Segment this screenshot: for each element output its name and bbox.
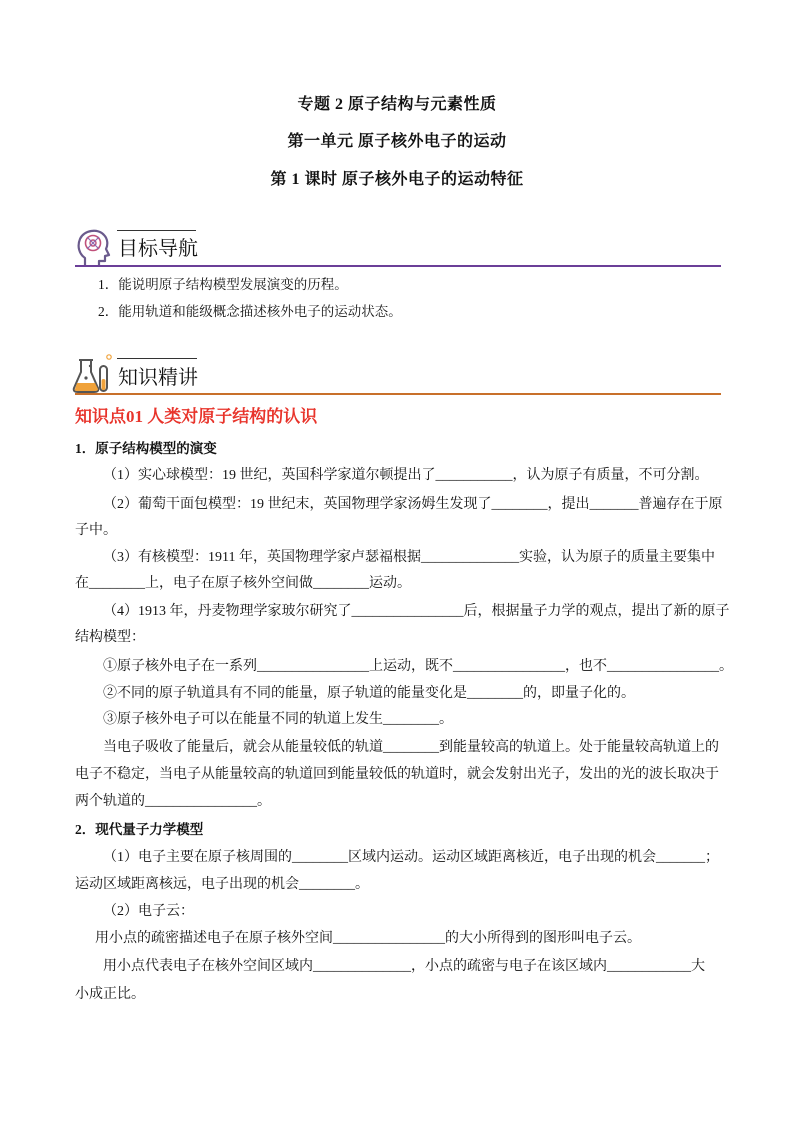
text-line: 当电子吸收了能量后，就会从能量较低的轨道________到能量较高的轨道上。处于能量较高轨道上的 bbox=[103, 740, 719, 755]
text-line: （1）电子主要在原子核周围的________区域内运动。运动区域距离核近，电子出现的机会_______； bbox=[103, 850, 719, 865]
text-line: 用小点代表电子在核外空间区域内______________，小点的疏密与电子在该区域内____________大 bbox=[103, 959, 705, 974]
header-accent-rule bbox=[117, 358, 197, 359]
text-line: 电子不稳定，当电子从能量较高的轨道回到能量较低的轨道时，就会发射出光子，发出的光的波长取决于 bbox=[75, 767, 719, 782]
flask-icon bbox=[72, 352, 114, 399]
text-line: 小成正比。 bbox=[75, 987, 145, 1002]
text-line: 两个轨道的________________。 bbox=[75, 794, 271, 809]
goal-item: 2．能用轨道和能级概念描述核外电子的运动状态。 bbox=[98, 304, 402, 319]
text-line: 结构模型： bbox=[75, 630, 145, 645]
page-title-unit: 第一单元 原子核外电子的运动 bbox=[287, 133, 507, 150]
knowledge-heading: 知识精讲 bbox=[118, 367, 198, 389]
goal-item: 1．能说明原子结构模型发展演变的历程。 bbox=[98, 277, 348, 292]
text-line: ②不同的原子轨道具有不同的能量，原子轨道的能量变化是________的，即量子化的。 bbox=[103, 686, 635, 701]
knowledge-divider bbox=[75, 393, 721, 395]
knowledge-point-title: 知识点01 人类对原子结构的认识 bbox=[75, 407, 318, 426]
section-heading: 1．原子结构模型的演变 bbox=[75, 441, 217, 456]
text-line: （1）实心球模型：19 世纪，英国科学家道尔顿提出了___________，认为原子有质量，不可分割。 bbox=[103, 468, 709, 483]
page-title-topic: 专题 2 原子结构与元素性质 bbox=[297, 96, 497, 113]
text-line: （2）葡萄干面包模型：19 世纪末，英国物理学家汤姆生发现了________，提出_______普遍存在于原 bbox=[103, 497, 723, 512]
text-line: （4）1913 年，丹麦物理学家玻尔研究了________________后，根据量子力学的观点，提出了新的原子 bbox=[103, 604, 730, 619]
section-heading: 2．现代量子力学模型 bbox=[75, 822, 204, 837]
text-line: （2）电子云： bbox=[103, 904, 194, 919]
page-title-lesson: 第 1 课时 原子核外电子的运动特征 bbox=[270, 171, 524, 188]
header-accent-rule bbox=[117, 230, 196, 231]
text-line: 在________上，电子在原子核外空间做________运动。 bbox=[75, 576, 411, 591]
goals-divider bbox=[75, 265, 721, 267]
text-line: 子中。 bbox=[75, 523, 117, 538]
text-line: ③原子核外电子可以在能量不同的轨道上发生________。 bbox=[103, 712, 453, 727]
goals-heading: 目标导航 bbox=[118, 238, 198, 260]
text-line: 运动区域距离核远，电子出现的机会________。 bbox=[75, 877, 369, 892]
text-line: ①原子核外电子在一系列________________上运动，既不________________，也不________________。 bbox=[103, 659, 733, 674]
text-line: 用小点的疏密描述电子在原子核外空间________________的大小所得到的图形叫电子云。 bbox=[95, 931, 641, 946]
text-line: （3）有核模型：1911 年，英国物理学家卢瑟福根据______________实验，认为原子的质量主要集中 bbox=[103, 550, 715, 565]
